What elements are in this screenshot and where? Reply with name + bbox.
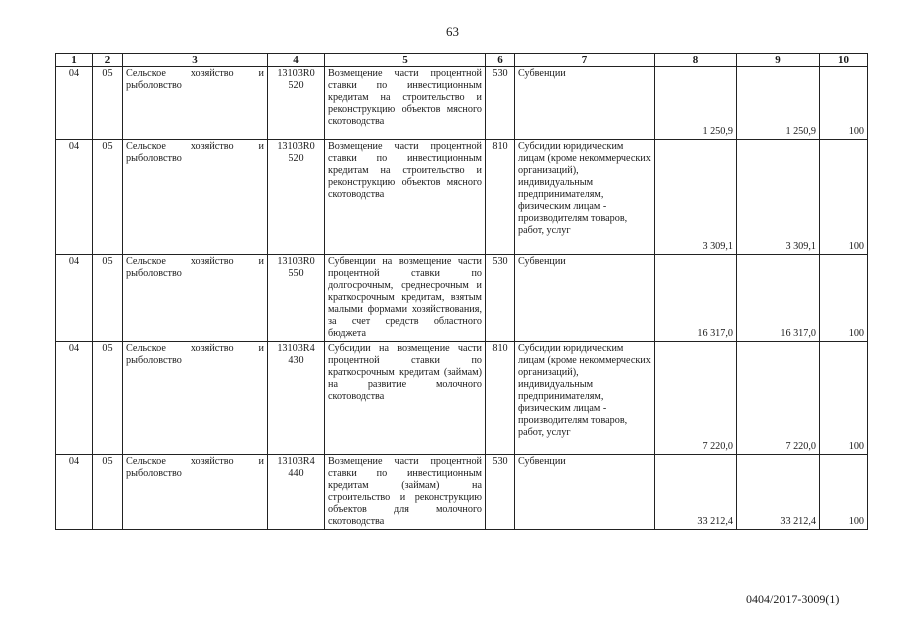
section-name: Сельское хозяйство и рыболовство <box>123 140 268 255</box>
expense-type-name: Субсидии юридическим лицам (кроме некоммерческих организаций), индивидуальным предпринимателям, физическим лицам - производителям товаров, работ, услуг <box>515 140 655 255</box>
planned-amount: 7 220,0 <box>655 342 737 455</box>
expense-type-name: Субвенции <box>515 67 655 140</box>
expense-type-name: Субвенции <box>515 255 655 342</box>
expense-description: Возмещение части процентной ставки по инвестиционным кредитам на строительство и реконструкцию объектов мясного скотоводства <box>325 67 486 140</box>
column-header: 1 <box>56 54 93 67</box>
section-code: 04 <box>56 455 93 530</box>
header-row <box>56 54 868 67</box>
expense-description: Субсидии на возмещение части процентной ставки по краткосрочным кредитам (займам) на развитие молочного скотоводства <box>325 342 486 455</box>
target-article-code: 13103R0 520 <box>268 67 325 140</box>
column-header: 10 <box>820 54 868 67</box>
table-row <box>56 342 868 455</box>
table-row <box>56 255 868 342</box>
expense-type-code: 530 <box>486 67 515 140</box>
subsection-code: 05 <box>93 67 123 140</box>
actual-amount: 33 212,4 <box>737 455 820 530</box>
expense-type-code: 810 <box>486 342 515 455</box>
target-article-code: 13103R4 440 <box>268 455 325 530</box>
column-header: 3 <box>123 54 268 67</box>
execution-percent: 100 <box>820 455 868 530</box>
page-number: 63 <box>446 24 459 39</box>
document-code: 0404/2017-3009(1) <box>746 592 840 606</box>
execution-percent: 100 <box>820 67 868 140</box>
expense-type-name: Субсидии юридическим лицам (кроме некоммерческих организаций), индивидуальным предпринимателям, физическим лицам - производителям товаров, работ, услуг <box>515 342 655 455</box>
actual-amount: 1 250,9 <box>737 67 820 140</box>
execution-percent: 100 <box>820 140 868 255</box>
column-header: 7 <box>515 54 655 67</box>
target-article-code: 13103R0 520 <box>268 140 325 255</box>
budget-table <box>55 53 868 530</box>
section-name: Сельское хозяйство и рыболовство <box>123 455 268 530</box>
column-header: 2 <box>93 54 123 67</box>
column-header: 6 <box>486 54 515 67</box>
expense-type-name: Субвенции <box>515 455 655 530</box>
target-article-code: 13103R0 550 <box>268 255 325 342</box>
section-name: Сельское хозяйство и рыболовство <box>123 342 268 455</box>
actual-amount: 7 220,0 <box>737 342 820 455</box>
expense-description: Возмещение части процентной ставки по инвестиционным кредитам (займам) на строительство и реконструкцию объектов для молочного скотоводства <box>325 455 486 530</box>
section-name: Сельское хозяйство и рыболовство <box>123 255 268 342</box>
subsection-code: 05 <box>93 255 123 342</box>
expense-type-code: 530 <box>486 255 515 342</box>
planned-amount: 1 250,9 <box>655 67 737 140</box>
section-code: 04 <box>56 67 93 140</box>
subsection-code: 05 <box>93 342 123 455</box>
actual-amount: 3 309,1 <box>737 140 820 255</box>
subsection-code: 05 <box>93 140 123 255</box>
column-header: 5 <box>325 54 486 67</box>
planned-amount: 3 309,1 <box>655 140 737 255</box>
column-header: 9 <box>737 54 820 67</box>
expense-type-code: 810 <box>486 140 515 255</box>
section-code: 04 <box>56 255 93 342</box>
planned-amount: 16 317,0 <box>655 255 737 342</box>
table-row <box>56 455 868 530</box>
target-article-code: 13103R4 430 <box>268 342 325 455</box>
table-row <box>56 140 868 255</box>
expense-description: Субвенции на возмещение части процентной ставки по долгосрочным, среднесрочным и краткосрочным кредитам, взятым малыми формами хозяйствования, за счет средств областного бюджета <box>325 255 486 342</box>
expense-description: Возмещение части процентной ставки по инвестиционным кредитам на строительство и реконструкцию объектов мясного скотоводства <box>325 140 486 255</box>
subsection-code: 05 <box>93 455 123 530</box>
column-header: 4 <box>268 54 325 67</box>
column-header: 8 <box>655 54 737 67</box>
expense-type-code: 530 <box>486 455 515 530</box>
execution-percent: 100 <box>820 255 868 342</box>
section-name: Сельское хозяйство и рыболовство <box>123 67 268 140</box>
section-code: 04 <box>56 140 93 255</box>
actual-amount: 16 317,0 <box>737 255 820 342</box>
table-row <box>56 67 868 140</box>
execution-percent: 100 <box>820 342 868 455</box>
planned-amount: 33 212,4 <box>655 455 737 530</box>
section-code: 04 <box>56 342 93 455</box>
